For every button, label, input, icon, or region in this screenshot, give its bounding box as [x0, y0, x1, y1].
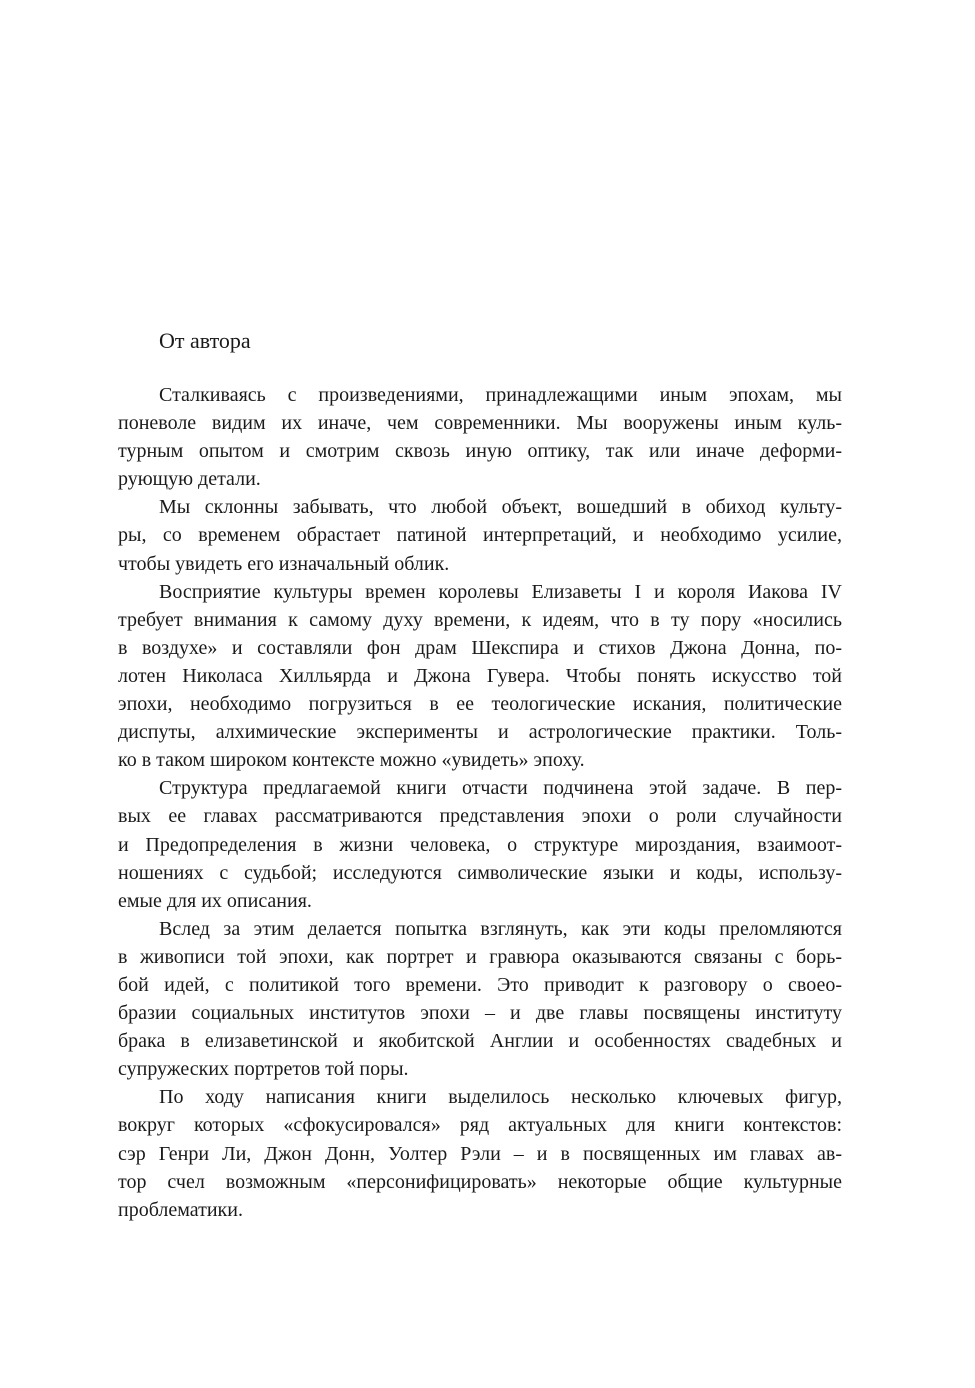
paragraph-line: По ходу написания книги выделилось несколько ключевых фигур, [159, 1086, 842, 1109]
paragraph-line: вых ее главах рассматриваются представления эпохи о роли случайности [118, 805, 842, 828]
paragraph-line: ры, со временем обрастает патиной интерпретаций, и необходимо усилие, [118, 524, 842, 547]
paragraph-line: и Предопределения в жизни человека, о структуре мироздания, взаимоот- [118, 833, 842, 856]
paragraph-line: тор счел возможным «персонифицировать» некоторые общие культурные [118, 1170, 842, 1193]
paragraph-line: рующую детали. [118, 468, 261, 491]
paragraph-line: эпохи, необходимо погрузиться в ее теологические искания, политические [118, 693, 842, 716]
paragraph-line: Сталкиваясь с произведениями, принадлежащими иным эпохам, мы [159, 384, 842, 406]
paragraph-line: чтобы увидеть его изначальный облик. [118, 552, 450, 575]
paragraph-line: бой идей, с политикой того времени. Это приводит к разговору о своео- [118, 973, 842, 996]
paragraph-line: супружеских портретов той поры. [118, 1058, 409, 1081]
paragraph-line: диспуты, алхимические эксперименты и астрологические практики. Толь- [118, 721, 842, 744]
paragraph-line: в воздухе» и составляли фон драм Шекспира и стихов Джона Донна, по- [118, 636, 842, 659]
paragraph-line: турным опытом и смотрим сквозь иную оптику, так или иначе деформи- [118, 440, 842, 463]
paragraph-line: поневоле видим их иначе, чем современники. Мы вооружены иным куль- [118, 412, 842, 435]
paragraph-line: в живописи той эпохи, как портрет и гравюра оказываются связаны с борь- [118, 945, 842, 968]
section-title: От автора [159, 328, 251, 353]
paragraph-line: Мы склонны забывать, что любой объект, вошедший в обиход культу- [159, 496, 842, 519]
paragraph-line: проблематики. [118, 1198, 243, 1221]
paragraph-line: Восприятие культуры времен королевы Елизаветы I и короля Иакова IV [159, 580, 842, 603]
paragraph-line: емые для их описания. [118, 889, 312, 912]
paragraph-line: вокруг которых «сфокусировался» ряд актуальных для книги контекстов: [118, 1114, 842, 1137]
paragraph-line: Структура предлагаемой книги отчасти подчинена этой задаче. В пер- [159, 777, 842, 800]
paragraph-line: Вслед за этим делается попытка взглянуть, как эти коды преломляются [159, 917, 842, 940]
paragraph-line: ко в таком широком контексте можно «увидеть» эпоху. [118, 749, 585, 772]
paragraph-line: сэр Генри Ли, Джон Донн, Уолтер Рэли – и в посвященных им главах ав- [118, 1142, 842, 1165]
paragraph-line: бразии социальных институтов эпохи – и две главы посвящены институту [118, 1002, 842, 1025]
paragraph-line: брака в елизаветинской и якобитской Англии и особенностях свадебных и [118, 1030, 842, 1053]
paragraph-line: лотен Николаса Хилльярда и Джона Гувера. Чтобы понять искусство той [118, 664, 842, 687]
paragraph-line: требует внимания к самому духу времени, к идеям, что в ту пору «носились [118, 608, 842, 631]
paragraph-line: ношениях с судьбой; исследуются символические языки и коды, использу- [118, 861, 842, 884]
body-text [118, 381, 842, 1224]
